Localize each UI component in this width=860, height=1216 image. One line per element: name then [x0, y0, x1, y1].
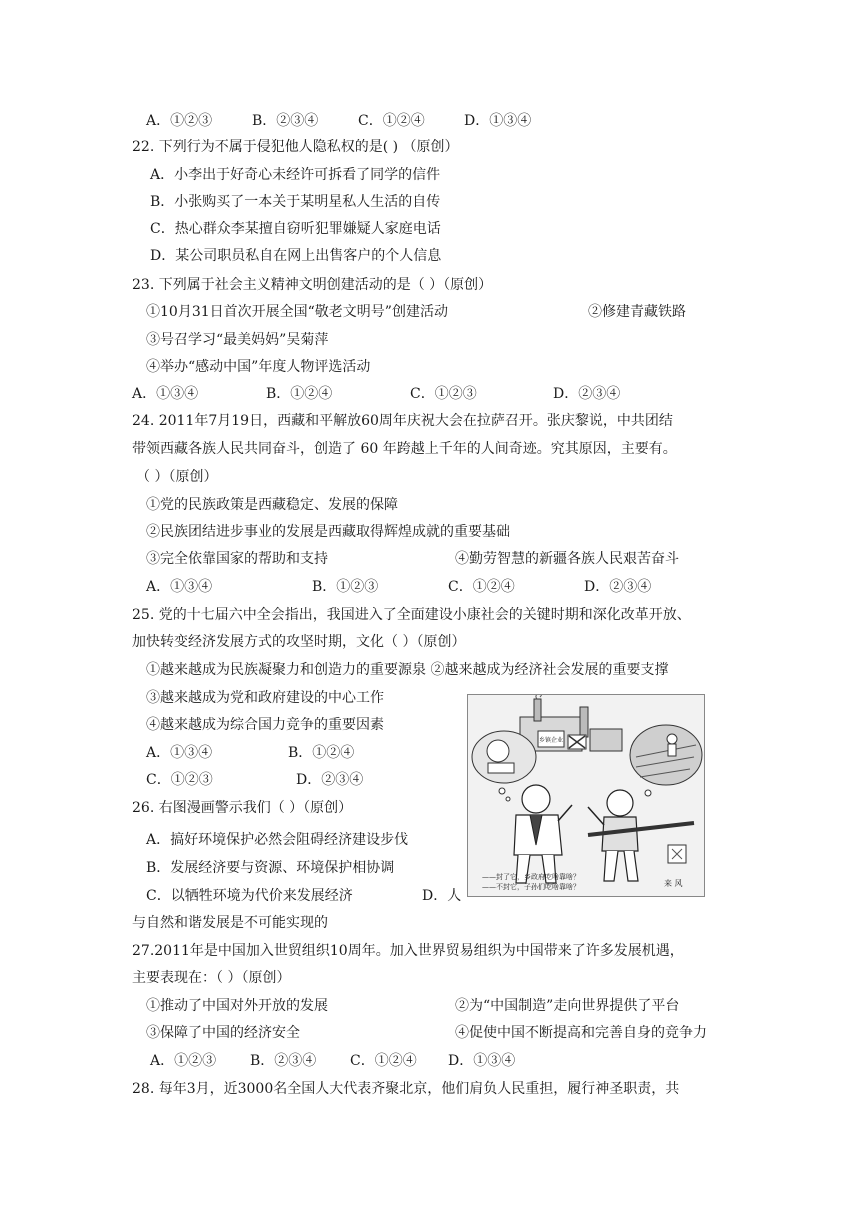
q24-stem-line2: 带领西藏各族人民共同奋斗，创造了 60 年跨越上千年的人间奇迹。究其原因，主要有。 — [132, 441, 677, 457]
villager-head — [607, 790, 633, 816]
q27-statement-3: ③保障了中国的经济安全 — [146, 1025, 300, 1041]
right-thought-bubble — [630, 725, 702, 785]
factory-chimney — [534, 699, 541, 721]
q23-statement-1: ①10月31日首次开展全国“敬老文明号”创建活动 — [146, 304, 448, 320]
q23-option-a[interactable]: A．①③④ — [132, 386, 199, 402]
q22-option-a[interactable]: A．小李出于好奇心未经许可拆看了同学的信件 — [150, 167, 441, 183]
q21-option-c[interactable]: C．①②④ — [358, 113, 425, 129]
q26-option-c[interactable]: C．以牺牲环境为代价来发展经济 — [146, 888, 353, 904]
environment-cartoon — [467, 694, 705, 897]
q25-option-d[interactable]: D．②③④ — [296, 772, 364, 788]
q26-option-d[interactable]: D．人 — [422, 888, 462, 904]
q22-option-d[interactable]: D．某公司职员私自在网上出售客户的个人信息 — [150, 248, 442, 264]
q25-statement-4: ④越来越成为综合国力竞争的重要因素 — [146, 717, 384, 733]
q27-statement-1: ①推动了中国对外开放的发展 — [146, 998, 328, 1014]
q26-option-d-cont: 与自然和谐发展是不可能实现的 — [132, 915, 328, 931]
q24-statement-3: ③完全依靠国家的帮助和支持 — [146, 551, 328, 567]
q25-stem-line1: 25. 党的十七届六中全会指出，我国进入了全面建设小康社会的关键时期和深化改革开放、 — [132, 607, 691, 623]
q25-option-b[interactable]: B．①②④ — [288, 745, 355, 761]
q23-statement-4: ④举办“感动中国”年度人物评选活动 — [146, 359, 371, 375]
q24-statement-1: ①党的民族政策是西藏稳定、发展的保障 — [146, 497, 398, 513]
q21-option-b[interactable]: B．②③④ — [252, 113, 319, 129]
q25-statements-1-2: ①越来越成为民族凝聚力和创造力的重要源泉 ②越来越成为经济社会发展的重要支撑 — [146, 662, 669, 678]
q22-stem: 22. 下列行为不属于侵犯他人隐私权的是( ) （原创） — [132, 139, 459, 155]
q27-option-c[interactable]: C．①②④ — [350, 1053, 417, 1069]
q23-stem: 23. 下列属于社会主义精神文明创建活动的是（ ）（原创） — [132, 277, 493, 293]
q25-option-c[interactable]: C．①②③ — [146, 772, 213, 788]
cartoon-drawing — [468, 695, 704, 896]
cartoon-author: 来 风 — [664, 879, 683, 888]
q27-option-a[interactable]: A．①②③ — [150, 1053, 217, 1069]
q25-option-a[interactable]: A．①③④ — [146, 745, 213, 761]
q24-option-a[interactable]: A．①③④ — [146, 579, 213, 595]
q27-stem-line1: 27.2011年是中国加入世贸组织10周年。加入世界贸易组织为中国带来了许多发展机遇， — [132, 943, 684, 959]
factory-chimney-2 — [580, 707, 588, 737]
q21-option-a[interactable]: A．①②③ — [146, 113, 213, 129]
q24-stem-line1: 24. 2011年7月19日，西藏和平解放60周年庆祝大会在拉萨召开。张庆黎说，中共团结 — [132, 413, 673, 429]
q23-statement-2: ②修建青藏铁路 — [588, 304, 686, 320]
q26-stem: 26. 右图漫画警示我们（ ）（原创） — [132, 800, 353, 816]
q24-option-b[interactable]: B．①②③ — [312, 579, 379, 595]
q23-statement-3: ③号召学习“最美妈妈”吴菊萍 — [146, 332, 329, 348]
cartoon-caption-2: ——不封它，子孙们吃啥靠啥？ — [482, 883, 580, 891]
official-head — [522, 785, 550, 813]
q24-statement-4: ④勤劳智慧的新疆各族人民艰苦奋斗 — [455, 551, 679, 567]
q23-option-c[interactable]: C．①②③ — [410, 386, 477, 402]
q23-option-b[interactable]: B．①②④ — [266, 386, 333, 402]
q28-stem-line1: 28. 每年3月，近3000名全国人大代表齐聚北京，他们肩负人民重担，履行神圣职责，共 — [132, 1081, 680, 1097]
q27-statement-2: ②为“中国制造”走向世界提供了平台 — [455, 998, 680, 1014]
q25-stem-line2: 加快转变经济发展方式的攻坚时期，文化（ ）（原创） — [132, 634, 466, 650]
q24-statement-2: ②民族团结进步事业的发展是西藏取得辉煌成就的重要基础 — [146, 524, 510, 540]
q24-option-d[interactable]: D．②③④ — [584, 579, 652, 595]
q22-option-b[interactable]: B．小张购买了一本关于某明星私人生活的自传 — [150, 194, 441, 210]
q26-option-b[interactable]: B．发展经济要与资源、环境保护相协调 — [146, 860, 395, 876]
q24-option-c[interactable]: C．①②④ — [448, 579, 515, 595]
q27-statement-4: ④促使中国不断提高和完善自身的竞争力 — [455, 1025, 707, 1041]
q24-stem-line3: （ ）（原创） — [136, 469, 218, 485]
factory-sign-text: 乡镇企业 — [538, 737, 564, 744]
q25-statement-3: ③越来越成为党和政府建设的中心工作 — [146, 690, 384, 706]
cartoon-caption-1: ——封了它，乡政府吃啥靠啥？ — [482, 873, 580, 881]
q27-option-d[interactable]: D．①③④ — [448, 1053, 516, 1069]
q22-option-c[interactable]: C．热心群众李某擅自窃听犯罪嫌疑人家庭电话 — [150, 221, 441, 237]
q23-option-d[interactable]: D．②③④ — [553, 386, 621, 402]
q27-stem-line2: 主要表现在：（ ）（原创） — [132, 970, 291, 986]
q27-option-b[interactable]: B．②③④ — [250, 1053, 317, 1069]
q26-option-a[interactable]: A．搞好环境保护必然会阻碍经济建设步伐 — [146, 832, 409, 848]
q21-option-d[interactable]: D．①③④ — [464, 113, 532, 129]
